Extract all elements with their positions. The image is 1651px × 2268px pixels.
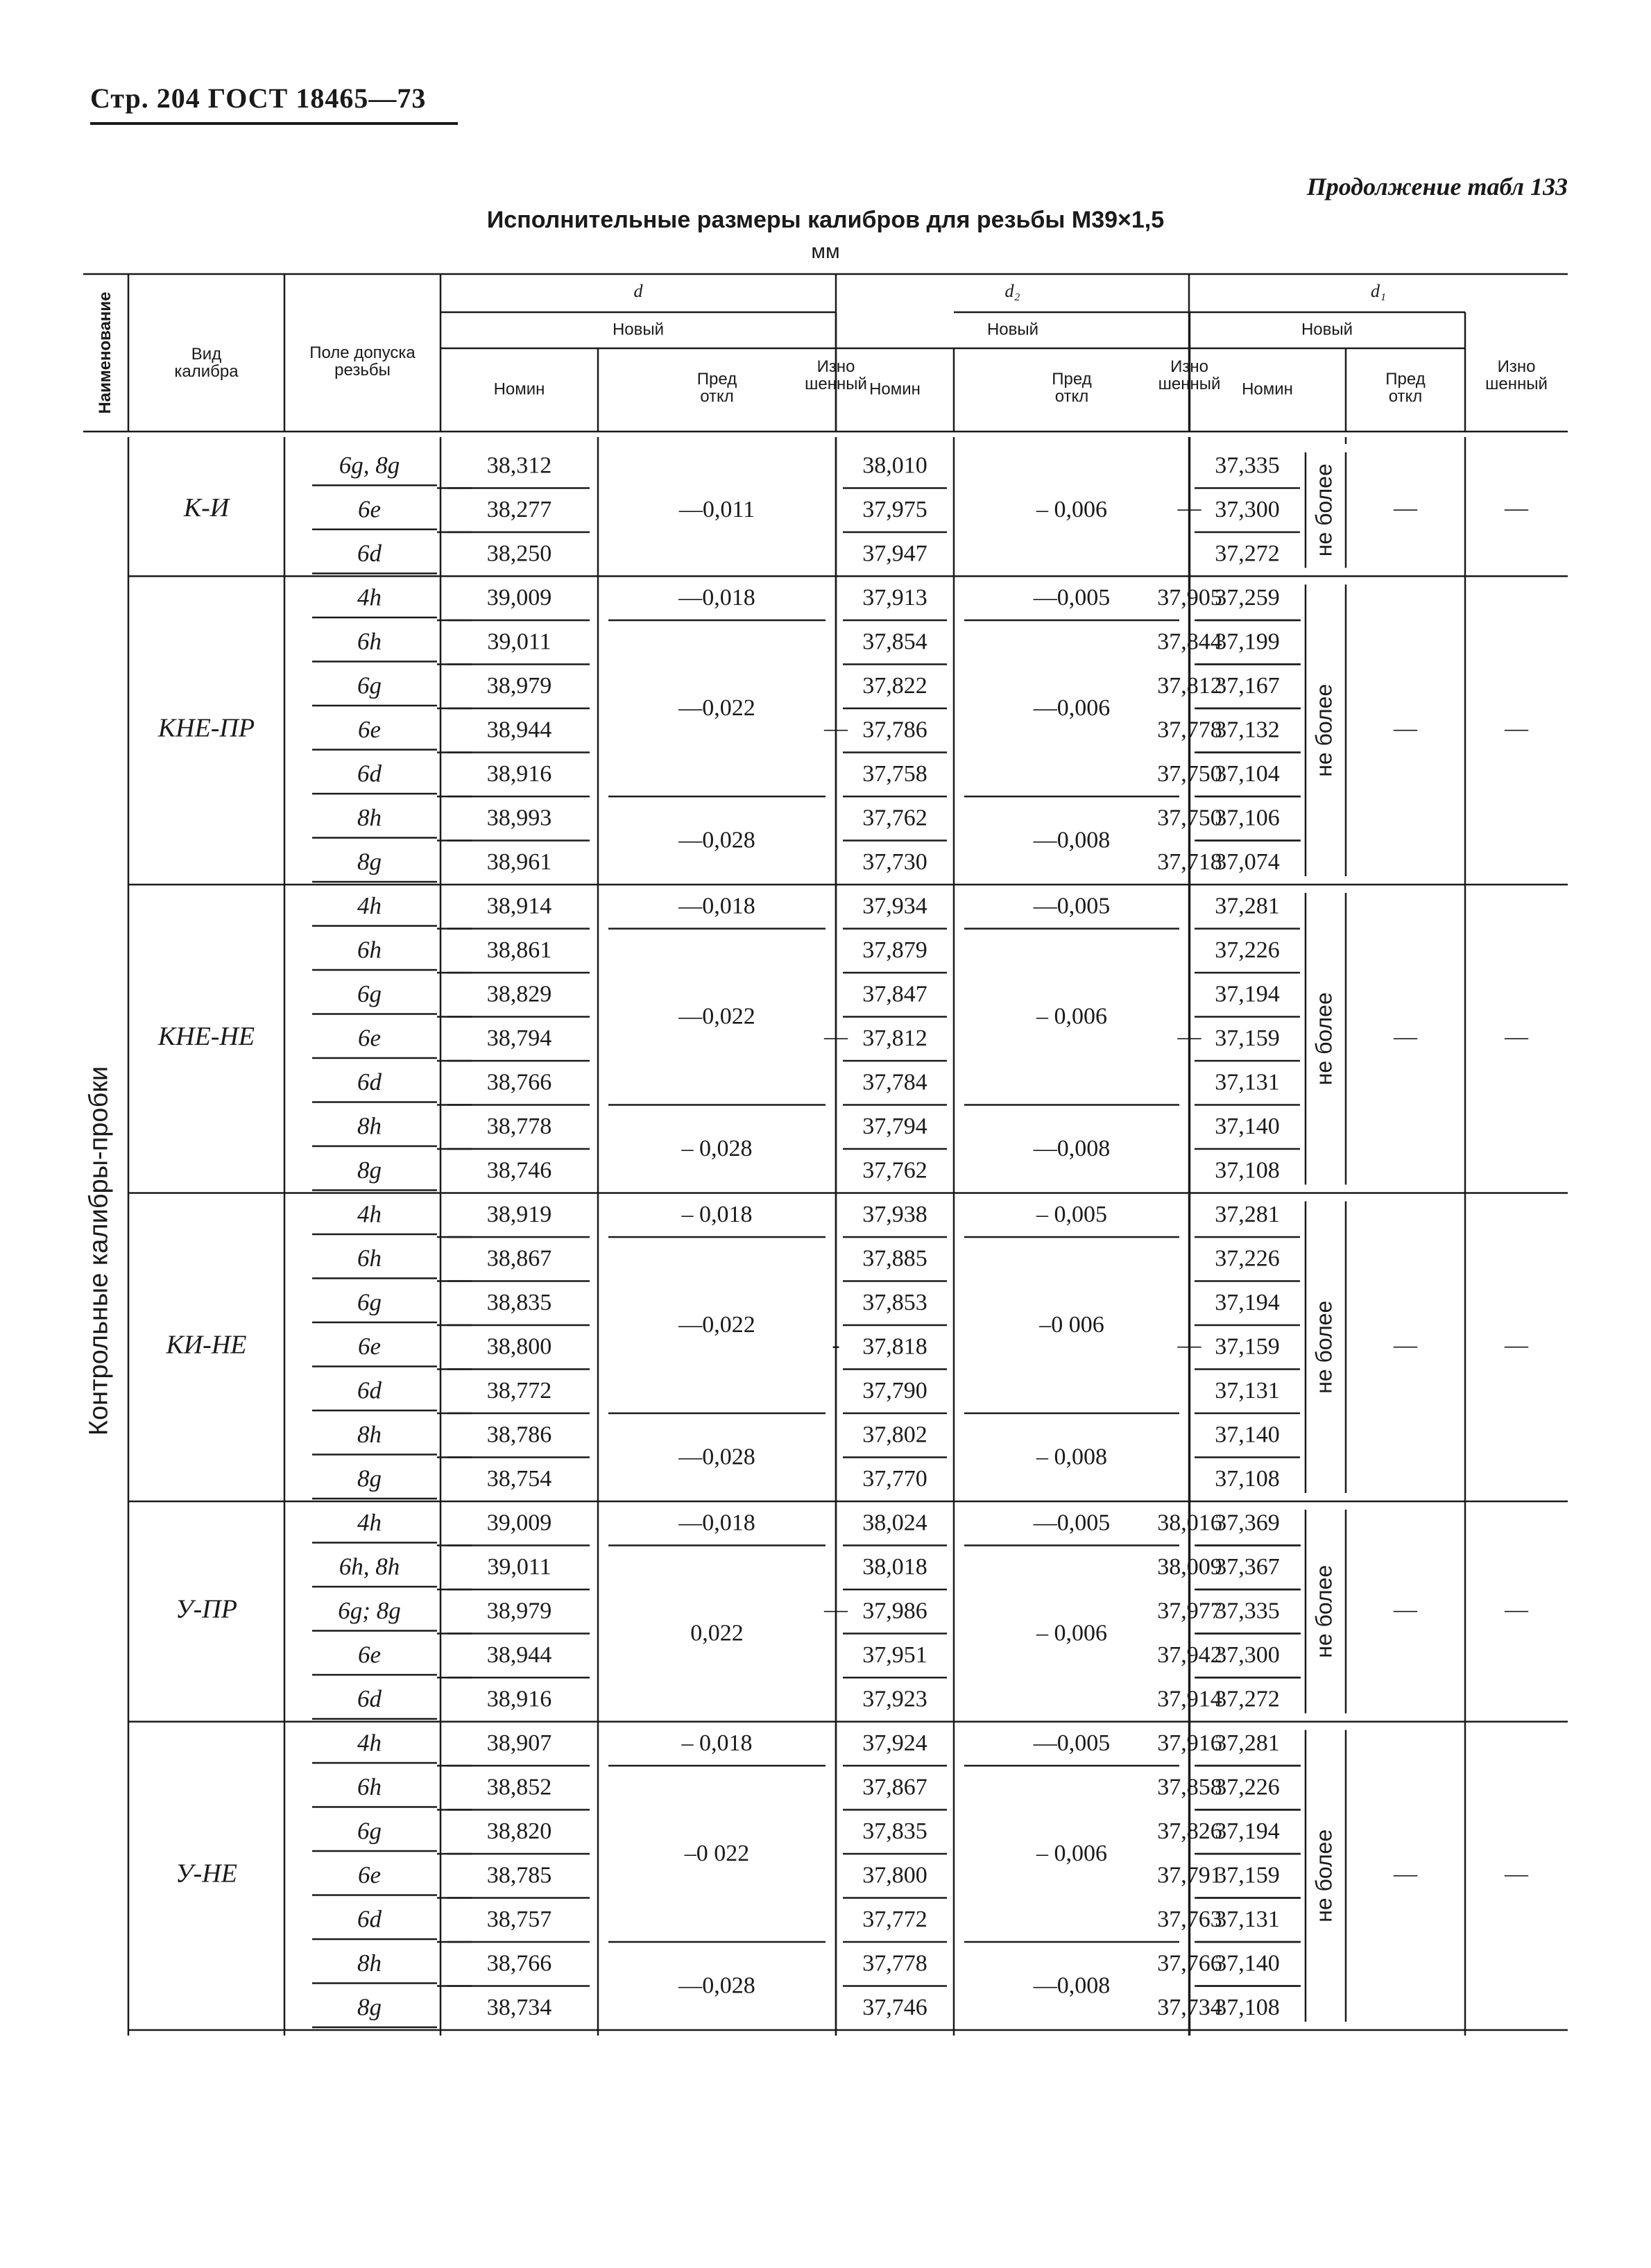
d2-worn: 37,905 bbox=[1157, 585, 1222, 611]
d1-deviation-value: — bbox=[1394, 1596, 1417, 1623]
header-nominal-d: Номин bbox=[493, 380, 545, 399]
d-dev-value: —0,022 bbox=[678, 1311, 755, 1338]
d-nominal: 38,835 bbox=[486, 1290, 552, 1316]
table-continuation-label: Продолжение табл 133 bbox=[1306, 173, 1568, 201]
d1-nominal: 37,159 bbox=[1215, 1862, 1280, 1888]
d1-nominal: 37,259 bbox=[1215, 585, 1280, 611]
header-group-d2: d₂ bbox=[1004, 280, 1020, 301]
d2-nominal: 37,853 bbox=[862, 1290, 927, 1316]
d1-nominal: 37,131 bbox=[1215, 1069, 1280, 1095]
thread-field: 6d bbox=[357, 1068, 382, 1095]
d-nominal: 38,829 bbox=[486, 981, 552, 1007]
d2-dev-value: –0 006 bbox=[1039, 1311, 1104, 1338]
d-dev-value: —0,018 bbox=[678, 893, 755, 919]
table-units: мм bbox=[811, 240, 840, 263]
thread-field: 8h bbox=[357, 1420, 382, 1448]
d2-nominal: 37,786 bbox=[862, 717, 927, 743]
header-worn-d2: Изно шенный bbox=[1158, 357, 1221, 394]
table-title: Исполнительные размеры калибров для резьбы М39×1,5 bbox=[486, 207, 1165, 233]
thread-field: 8g bbox=[357, 1156, 382, 1184]
d2-worn: 37,718 bbox=[1157, 849, 1222, 876]
d2-worn: 37,750 bbox=[1157, 805, 1222, 831]
d1-nominal: 37,281 bbox=[1215, 1730, 1280, 1757]
d2-nominal: 37,847 bbox=[862, 981, 927, 1007]
header-kind: Вид калибра bbox=[174, 345, 239, 382]
d1-nominal: 37,194 bbox=[1215, 1818, 1280, 1845]
thread-field: 6h, 8h bbox=[339, 1553, 400, 1580]
d1-deviation-value: — bbox=[1394, 495, 1417, 522]
d1-worn-value: — bbox=[1505, 1024, 1528, 1050]
d-nominal: 38,778 bbox=[486, 1114, 552, 1140]
d1-nominal: 37,159 bbox=[1215, 1333, 1280, 1360]
d2-dev-value: —0,005 bbox=[1033, 893, 1111, 919]
d2-dev-value: – 0,006 bbox=[1036, 1620, 1107, 1646]
d-worn-value: - bbox=[832, 1332, 840, 1358]
d2-nominal: 37,885 bbox=[862, 1245, 927, 1272]
d-dev-value: —0,018 bbox=[678, 1510, 755, 1536]
d-nominal: 38,944 bbox=[486, 717, 552, 743]
d2-worn: 37,916 bbox=[1157, 1730, 1222, 1757]
d1-nominal: 37,140 bbox=[1215, 1422, 1280, 1448]
d-nominal: 38,766 bbox=[486, 1950, 552, 1977]
thread-field: 6d bbox=[357, 1685, 382, 1712]
thread-field: 4h bbox=[357, 1508, 382, 1536]
d2-nominal: 37,938 bbox=[862, 1202, 927, 1228]
d-nominal: 38,800 bbox=[486, 1333, 552, 1360]
d2-nominal: 37,854 bbox=[862, 629, 927, 655]
header-group-d1: d₁ bbox=[1370, 280, 1387, 301]
d-dev-value: —0,022 bbox=[678, 694, 755, 721]
d2-nominal: 37,802 bbox=[862, 1422, 927, 1448]
thread-field: 4h bbox=[357, 1729, 382, 1757]
d-nominal: 39,011 bbox=[487, 629, 551, 655]
d-dev-value: —0,022 bbox=[678, 1003, 755, 1030]
thread-field: 6e bbox=[357, 1861, 382, 1888]
d2-dev-value: —0,008 bbox=[1033, 1972, 1111, 1999]
thread-field: 8g bbox=[357, 848, 382, 876]
d-nominal: 38,979 bbox=[486, 673, 552, 699]
thread-field: 8g bbox=[357, 1993, 382, 2021]
d1-deviation-value: — bbox=[1394, 1024, 1417, 1050]
header-nominal-d1: Номин bbox=[1242, 380, 1293, 399]
header-new-d1: Новый bbox=[1301, 320, 1353, 339]
d1-nominal: 37,226 bbox=[1215, 1774, 1280, 1800]
d2-worn-value: — bbox=[1177, 495, 1201, 522]
d2-nominal: 37,879 bbox=[862, 937, 927, 964]
d-nominal: 38,979 bbox=[486, 1598, 552, 1624]
d1-nominal: 37,108 bbox=[1215, 1995, 1280, 2021]
d-dev-value: – 0,018 bbox=[681, 1202, 753, 1228]
thread-field: 4h bbox=[357, 892, 382, 919]
d2-worn: 37,766 bbox=[1157, 1950, 1222, 1977]
d2-dev-value: —0,008 bbox=[1033, 1135, 1111, 1161]
gauge-kind: КИ-НЕ bbox=[166, 1330, 247, 1360]
d2-dev-value: – 0,008 bbox=[1036, 1444, 1107, 1470]
thread-field: 6e bbox=[357, 1332, 382, 1360]
thread-field: 6g bbox=[357, 1288, 382, 1316]
d2-nominal: 38,024 bbox=[862, 1510, 927, 1536]
d1-worn-value: — bbox=[1505, 715, 1528, 742]
d2-worn-value: — bbox=[1177, 1332, 1201, 1358]
d-dev-value: —0,011 bbox=[678, 497, 755, 523]
d2-nominal: 37,772 bbox=[862, 1907, 927, 1933]
d2-dev-value: – 0,006 bbox=[1036, 497, 1107, 523]
d1-nominal: 37,369 bbox=[1215, 1510, 1280, 1536]
d2-worn: 37,914 bbox=[1157, 1686, 1222, 1712]
d-nominal: 38,757 bbox=[486, 1907, 552, 1933]
d2-nominal: 37,986 bbox=[862, 1598, 927, 1624]
d-nominal: 38,919 bbox=[486, 1202, 552, 1228]
d1-nominal: 37,226 bbox=[1215, 1245, 1280, 1272]
d1-nominal: 37,300 bbox=[1215, 497, 1280, 523]
thread-field: 6g, 8g bbox=[339, 451, 400, 479]
d-worn-value: — bbox=[824, 715, 848, 742]
d2-dev-value: —0,008 bbox=[1033, 827, 1111, 853]
d1-nominal: 37,167 bbox=[1215, 673, 1280, 699]
thread-field: 6d bbox=[357, 1376, 382, 1404]
d1-nominal: 37,106 bbox=[1215, 805, 1280, 831]
d2-dev-value: – 0,006 bbox=[1036, 1840, 1107, 1866]
header-deviation-d1: Пред откл bbox=[1385, 370, 1426, 407]
table-cells bbox=[85, 281, 1548, 2020]
d2-nominal: 37,913 bbox=[862, 585, 927, 611]
header-field: Поле допуска резьбы bbox=[309, 343, 416, 380]
d-nominal: 38,916 bbox=[486, 1686, 552, 1712]
d-nominal: 38,961 bbox=[486, 849, 552, 876]
thread-field: 6e bbox=[357, 1024, 382, 1052]
header-deviation-d2: Пред откл bbox=[1052, 370, 1092, 407]
thread-field: 4h bbox=[357, 583, 382, 611]
d-nominal: 38,916 bbox=[486, 761, 552, 787]
d-nominal: 38,766 bbox=[486, 1069, 552, 1095]
d2-dev-value: – 0,006 bbox=[1036, 1003, 1107, 1030]
d-nominal: 38,867 bbox=[486, 1245, 552, 1272]
thread-field: 6e bbox=[357, 715, 382, 743]
d-nominal: 38,734 bbox=[486, 1995, 552, 2021]
d2-nominal: 37,794 bbox=[862, 1114, 927, 1140]
d2-worn: 37,826 bbox=[1157, 1818, 1222, 1845]
d2-dev-value: —0,006 bbox=[1033, 694, 1111, 721]
d1-worn-value: — bbox=[1505, 1596, 1528, 1623]
d-nominal: 38,250 bbox=[486, 540, 552, 567]
d1-deviation-value: — bbox=[1394, 715, 1417, 742]
d-dev-value: —0,028 bbox=[678, 1972, 755, 1999]
d2-nominal: 37,800 bbox=[862, 1862, 927, 1888]
d1-nominal: 37,194 bbox=[1215, 1290, 1280, 1316]
page-header: Стр. 204 ГОСТ 18465—73 bbox=[90, 83, 427, 114]
gauge-kind: КНЕ-НЕ bbox=[157, 1021, 255, 1051]
thread-field: 6h bbox=[357, 936, 382, 964]
d2-nominal: 37,822 bbox=[862, 673, 927, 699]
d1-nominal: 37,104 bbox=[1215, 761, 1280, 787]
d2-worn: 37,778 bbox=[1157, 717, 1222, 743]
d2-nominal: 37,770 bbox=[862, 1466, 927, 1492]
d2-nominal: 37,758 bbox=[862, 761, 927, 787]
d-nominal: 38,772 bbox=[486, 1378, 552, 1404]
d-nominal: 38,861 bbox=[486, 937, 552, 964]
thread-field: 6d bbox=[357, 760, 382, 787]
d-dev-value: –0 022 bbox=[684, 1840, 750, 1866]
d2-nominal: 37,923 bbox=[862, 1686, 927, 1712]
d2-nominal: 37,818 bbox=[862, 1333, 927, 1360]
d1-worn-value: — bbox=[1505, 1332, 1528, 1358]
d2-nominal: 37,784 bbox=[862, 1069, 927, 1095]
d1-nominal: 37,335 bbox=[1215, 452, 1280, 479]
thread-field: 8h bbox=[357, 1949, 382, 1977]
d1-nominal: 37,108 bbox=[1215, 1466, 1280, 1492]
d1-nominal: 37,335 bbox=[1215, 1598, 1280, 1624]
d2-worn: 37,734 bbox=[1157, 1995, 1222, 2021]
header-worn-d1: Изно шенный bbox=[1485, 357, 1548, 394]
d2-nominal: 37,746 bbox=[862, 1995, 927, 2021]
d2-worn: 37,750 bbox=[1157, 761, 1222, 787]
thread-field: 4h bbox=[357, 1200, 382, 1228]
d-nominal: 39,011 bbox=[487, 1554, 551, 1580]
d2-nominal: 37,812 bbox=[862, 1025, 927, 1052]
d1-nominal: 37,199 bbox=[1215, 629, 1280, 655]
thread-field: 6g bbox=[357, 980, 382, 1007]
d2-nominal: 37,778 bbox=[862, 1950, 927, 1977]
d2-nominal: 38,010 bbox=[862, 452, 927, 479]
max-label: не более bbox=[1311, 992, 1337, 1086]
d1-nominal: 37,131 bbox=[1215, 1907, 1280, 1933]
d-nominal: 38,754 bbox=[486, 1466, 552, 1492]
d2-nominal: 37,947 bbox=[862, 540, 927, 567]
d-nominal: 38,944 bbox=[486, 1642, 552, 1669]
d1-nominal: 37,132 bbox=[1215, 717, 1280, 743]
thread-field: 6d bbox=[357, 539, 382, 567]
d-dev-value: —0,028 bbox=[678, 827, 755, 853]
d1-nominal: 37,367 bbox=[1215, 1554, 1280, 1580]
header-group-d: d bbox=[633, 280, 643, 301]
d1-nominal: 37,159 bbox=[1215, 1025, 1280, 1052]
d2-worn: 38,009 bbox=[1157, 1554, 1222, 1580]
d-nominal: 38,907 bbox=[486, 1730, 552, 1757]
thread-field: 6e bbox=[357, 1641, 382, 1669]
d1-nominal: 37,131 bbox=[1215, 1378, 1280, 1404]
d2-nominal: 37,835 bbox=[862, 1818, 927, 1845]
d2-worn: 37,977 bbox=[1157, 1598, 1222, 1624]
table-grid bbox=[83, 274, 1568, 2036]
d1-nominal: 37,226 bbox=[1215, 937, 1280, 964]
d-nominal: 39,009 bbox=[486, 585, 552, 611]
d1-nominal: 37,108 bbox=[1215, 1157, 1280, 1184]
d2-nominal: 37,762 bbox=[862, 805, 927, 831]
thread-field: 6h bbox=[357, 627, 382, 655]
d2-nominal: 38,018 bbox=[862, 1554, 927, 1580]
d-nominal: 38,820 bbox=[486, 1818, 552, 1845]
d1-nominal: 37,140 bbox=[1215, 1114, 1280, 1140]
d-nominal: 38,794 bbox=[486, 1025, 552, 1052]
d2-worn: 37,942 bbox=[1157, 1642, 1222, 1669]
thread-field: 6d bbox=[357, 1905, 382, 1933]
thread-field: 6g bbox=[357, 1817, 382, 1845]
d-worn-value: — bbox=[824, 1024, 848, 1050]
d-nominal: 38,746 bbox=[486, 1157, 552, 1184]
d2-dev-value: —0,005 bbox=[1033, 585, 1111, 611]
d1-nominal: 37,194 bbox=[1215, 981, 1280, 1007]
d1-nominal: 37,281 bbox=[1215, 893, 1280, 919]
max-label: не более bbox=[1311, 463, 1337, 557]
d2-worn: 37,791 bbox=[1157, 1862, 1222, 1888]
d2-nominal: 37,951 bbox=[862, 1642, 927, 1669]
d1-nominal: 37,074 bbox=[1215, 849, 1280, 876]
d2-dev-value: – 0,005 bbox=[1036, 1202, 1107, 1228]
d1-deviation-value: — bbox=[1394, 1861, 1417, 1887]
d-dev-value: 0,022 bbox=[690, 1620, 744, 1646]
thread-field: 6g bbox=[357, 672, 382, 699]
d1-nominal: 37,140 bbox=[1215, 1950, 1280, 1977]
max-label: не более bbox=[1311, 1564, 1337, 1658]
d2-nominal: 37,924 bbox=[862, 1730, 927, 1757]
d-worn-value: — bbox=[824, 1596, 848, 1623]
d-nominal: 38,914 bbox=[486, 893, 552, 919]
header-deviation-d: Пред откл bbox=[696, 370, 737, 407]
max-label: не более bbox=[1311, 1300, 1337, 1394]
d2-worn: 37,858 bbox=[1157, 1774, 1222, 1800]
d2-dev-value: —0,005 bbox=[1033, 1510, 1111, 1536]
d2-nominal: 37,934 bbox=[862, 893, 927, 919]
d1-nominal: 37,281 bbox=[1215, 1202, 1280, 1228]
d-dev-value: – 0,018 bbox=[681, 1730, 753, 1757]
d2-nominal: 37,762 bbox=[862, 1157, 927, 1184]
thread-field: 8g bbox=[357, 1465, 382, 1492]
d2-nominal: 37,730 bbox=[862, 849, 927, 876]
d2-worn: 37,812 bbox=[1157, 673, 1222, 699]
d-nominal: 38,786 bbox=[486, 1422, 552, 1448]
d-nominal: 38,312 bbox=[486, 452, 552, 479]
d-nominal: 38,993 bbox=[486, 805, 552, 831]
d1-nominal: 37,300 bbox=[1215, 1642, 1280, 1669]
thread-field: 8h bbox=[357, 1112, 382, 1140]
d1-worn-value: — bbox=[1505, 495, 1528, 522]
thread-field: 6h bbox=[357, 1244, 382, 1272]
header-new-d: Новый bbox=[612, 320, 665, 339]
d1-deviation-value: — bbox=[1394, 1332, 1417, 1358]
d-nominal: 39,009 bbox=[486, 1510, 552, 1536]
d2-worn: 37,844 bbox=[1157, 629, 1222, 655]
d2-worn: 38,016 bbox=[1157, 1510, 1222, 1536]
thread-field: 6h bbox=[357, 1773, 382, 1800]
thread-field: 6g; 8g bbox=[338, 1596, 401, 1624]
gauge-kind: К-И bbox=[183, 493, 230, 522]
max-label: не более bbox=[1311, 683, 1337, 777]
d2-worn-value: — bbox=[1177, 1024, 1201, 1050]
header-name: Наименование bbox=[95, 291, 114, 414]
max-label: не более bbox=[1311, 1829, 1337, 1922]
d2-nominal: 37,790 bbox=[862, 1378, 927, 1404]
d-nominal: 38,785 bbox=[486, 1862, 552, 1888]
thread-field: 8h bbox=[357, 803, 382, 831]
d1-nominal: 37,272 bbox=[1215, 540, 1280, 567]
d-nominal: 38,277 bbox=[486, 497, 552, 523]
d2-dev-value: —0,005 bbox=[1033, 1730, 1111, 1757]
gauge-kind: КНЕ-ПР bbox=[157, 713, 255, 743]
d-dev-value: – 0,028 bbox=[681, 1135, 753, 1161]
d2-nominal: 37,975 bbox=[862, 497, 927, 523]
d2-worn: 37,763 bbox=[1157, 1907, 1222, 1933]
header-worn-d: Изно шенный bbox=[805, 357, 867, 394]
d-nominal: 38,852 bbox=[486, 1774, 552, 1800]
d-dev-value: —0,028 bbox=[678, 1444, 755, 1470]
side-label: Контрольные калибры-пробки bbox=[84, 1066, 114, 1436]
header-nominal-d2: Номин bbox=[869, 380, 921, 399]
gauge-kind: У-ПР bbox=[176, 1594, 237, 1624]
d2-nominal: 37,867 bbox=[862, 1774, 927, 1800]
thread-field: 6e bbox=[357, 495, 382, 523]
d1-nominal: 37,272 bbox=[1215, 1686, 1280, 1712]
d1-worn-value: — bbox=[1505, 1861, 1528, 1887]
gauge-kind: У-НЕ bbox=[176, 1859, 237, 1888]
header-new-d2: Новый bbox=[986, 320, 1039, 339]
d-dev-value: —0,018 bbox=[678, 585, 755, 611]
